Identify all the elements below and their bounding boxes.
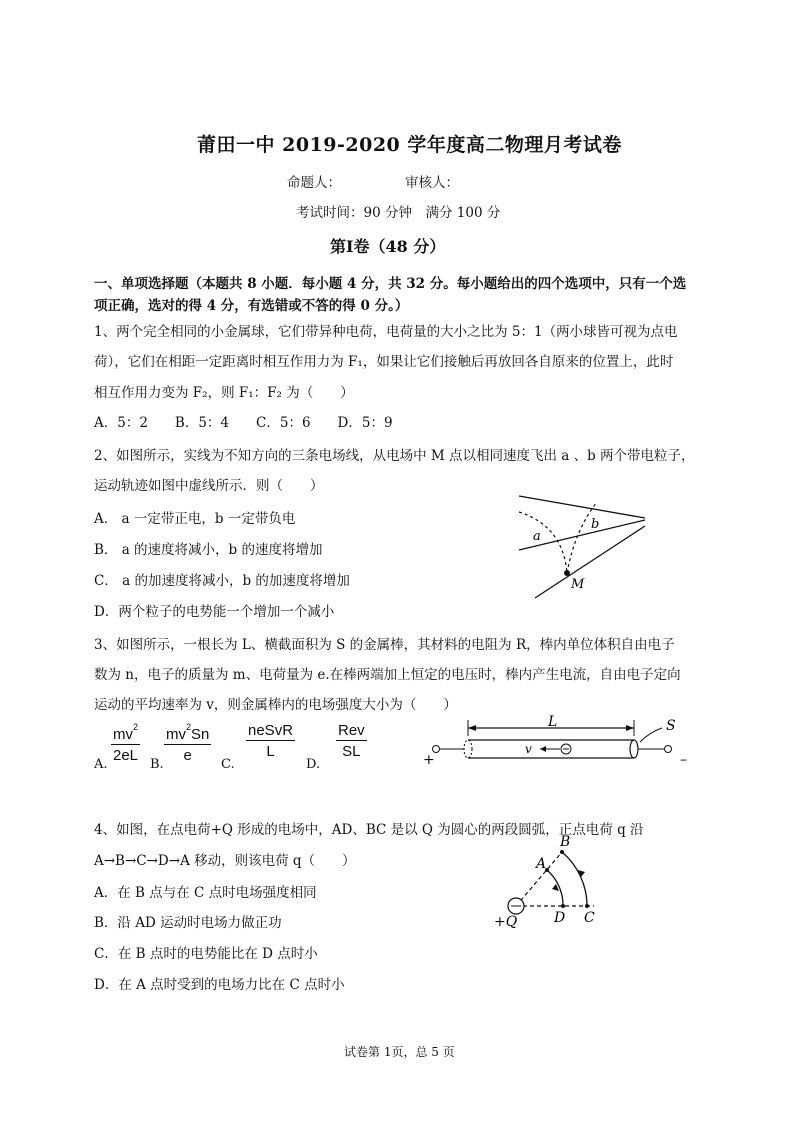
arc-bc [562, 852, 587, 906]
exam-title: 莆田一中 2019-2020 学年度高二物理月考试卷 [197, 134, 622, 156]
q3-option-a-fraction: $\frac{mv^2}{2eL}$ [112, 722, 139, 764]
q3-line2: 数为 n，电子的质量为 m、电荷量为 e.在棒两端加上恒定的电压时，棒内产生电流，自由电子定向 [94, 667, 681, 683]
point-m-dot [564, 570, 570, 576]
label-v: v [525, 742, 532, 756]
section1-line1: 一、单项选择题（本题共 8 小题．每小题 4 分，共 32 分。每小题给出的四个选项中，只有一个选 [94, 276, 687, 292]
label-l: L [548, 714, 558, 730]
q2-option-a: A． a 一定带正电，b 一定带负电 [94, 511, 296, 527]
q2-line2: 运动轨迹如图中虚线所示．则（ ） [94, 478, 324, 494]
page-footer: 试卷第 1页，总 5 页 [344, 1045, 455, 1059]
rod-right-end [630, 740, 638, 758]
q3-option-b-label: B. [150, 757, 164, 772]
q4-option-b: B．沿 AD 运动时电场力做正功 [94, 915, 282, 931]
q1-line2: 荷），它们在相距一定距离时相互作用力为 F₁，如果让它们接触后再放回各自原来的位置上，此时 [94, 354, 674, 370]
q2-option-c: C． a 的加速度将减小，b 的加速度将增加 [94, 573, 350, 589]
q3-line3: 运动的平均速率为 v，则金属棒内的电场强度大小为（ ） [94, 697, 457, 713]
field-line-bottom [535, 526, 645, 598]
label-point-d: D [554, 910, 566, 926]
section1-line2: 项正确，选对的得 4 分，有选错或不答的得 0 分。） [94, 298, 409, 314]
label-m: M [571, 577, 585, 592]
label-b: b [591, 517, 600, 532]
right-terminal [665, 746, 672, 753]
rod-left-end [464, 740, 472, 758]
q3-line1: 3、如图所示，一根长为 L、横截面积为 S 的金属棒，其材料的电阻为 R，棒内单位体积自由电子 [94, 637, 675, 653]
q3-option-b-fraction: $\frac{mv^2Sn}{e}$ [166, 722, 210, 764]
label-a: a [533, 529, 541, 544]
q4-option-d: D．在 A 点时受到的电场力比在 C 点时小 [94, 977, 345, 993]
q3-option-a-label: A. [94, 757, 108, 772]
q1-line1: 1、两个完全相同的小金属球，它们带异种电荷，电荷量的大小之比为 5：1（两小球皆可视为点电 [94, 324, 678, 340]
q4-option-c: C．在 B 点时的电势能比在 D 点时小 [94, 946, 318, 962]
q4-line1: 4、如图，在点电荷+Q 形成的电场中，AD、BC 是以 Q 为圆心的两段圆弧，正点电荷 q 沿 [94, 822, 644, 838]
label-charge-q: +Q [494, 914, 518, 930]
minus-sign: – [680, 752, 687, 768]
plus-sign: + [423, 752, 435, 768]
q2-line1: 2、如图所示，实线为不知方向的三条电场线，从电场中 M 点以相同速度飞出 a 、b 两个带电粒子， [94, 448, 695, 464]
q3-option-d-fraction: Rev SL [338, 722, 365, 760]
q2-field-diagram [505, 490, 655, 602]
label-point-a: A [536, 856, 547, 872]
setter-label: 命题人： [287, 175, 341, 191]
q3-option-d-label: D. [306, 757, 321, 772]
q2-option-b: B． a 的速度将减小，b 的速度将增加 [94, 542, 323, 558]
reviewer-label: 审核人： [405, 175, 459, 191]
q3-rod-diagram [418, 712, 698, 772]
exam-info: 考试时间：90 分钟 满分 100 分 [296, 205, 501, 221]
q3-option-c-fraction: neSvR L [248, 722, 294, 760]
label-point-c: C [584, 910, 595, 926]
q2-option-d: D．两个粒子的电势能一个增加一个减小 [94, 604, 335, 620]
q1-options: A．5：2 B．5：4 C．5：6 D．5：9 [94, 415, 393, 431]
q3-option-c-label: C. [221, 757, 235, 772]
label-s: S [666, 718, 676, 734]
trajectory-a [519, 512, 567, 573]
q4-option-a: A．在 B 点与在 C 点时电场强度相同 [94, 885, 317, 901]
field-line-top [519, 496, 645, 518]
q4-arc-diagram [490, 830, 620, 930]
label-point-b: B [560, 834, 571, 850]
q4-line2: A→B→C→D→A 移动，则该电荷 q（ ） [94, 853, 356, 869]
part-title: 第Ⅰ卷（48 分） [330, 237, 446, 256]
q1-line3: 相互作用力变为 F₂，则 F₁：F₂ 为（ ） [94, 385, 354, 401]
